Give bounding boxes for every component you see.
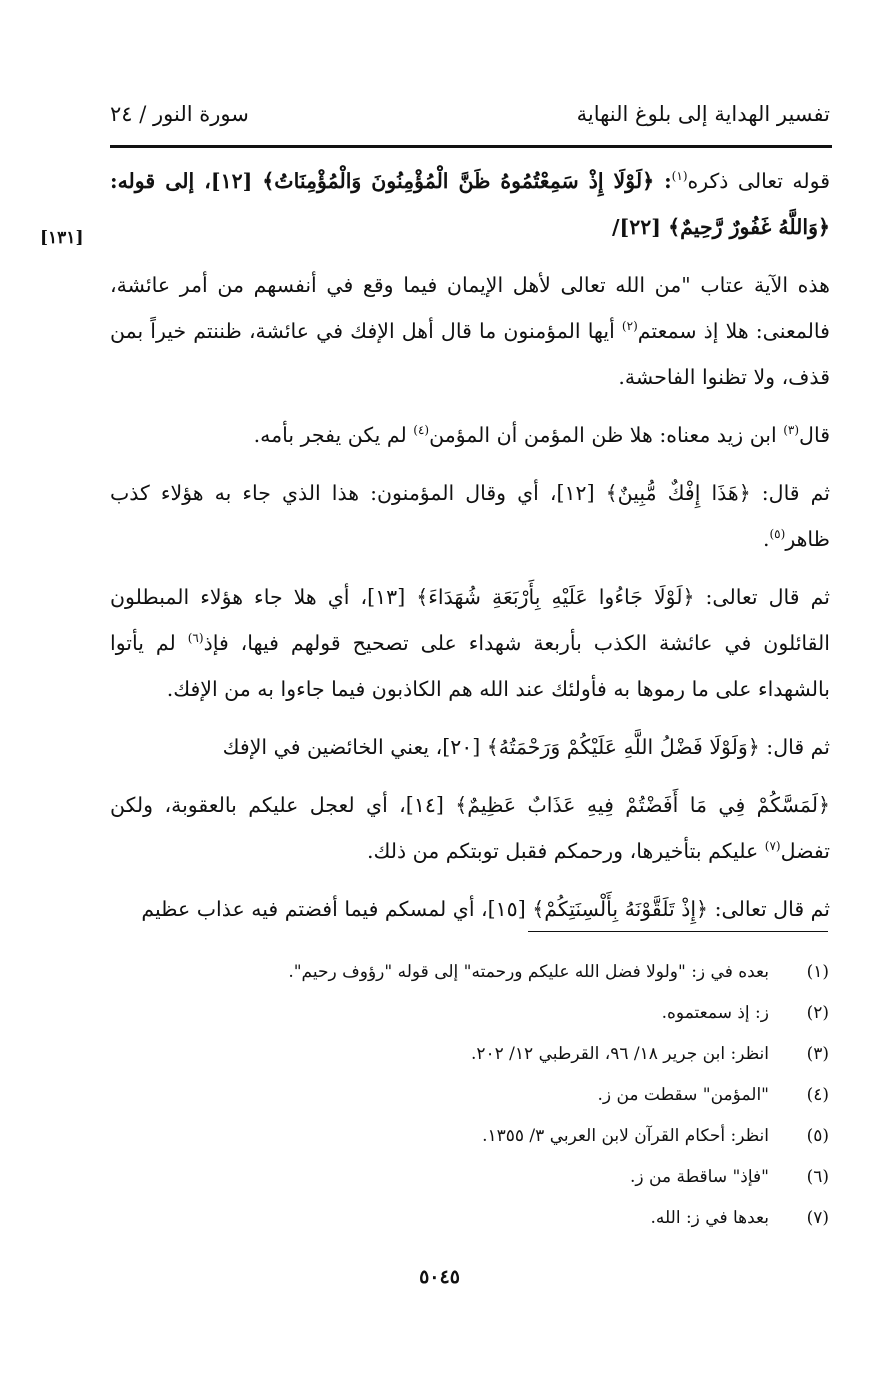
footnote-text: "المؤمن" سقطت من ز. — [597, 1085, 769, 1105]
footnote — [129, 1116, 829, 1157]
paragraph-text: لم يكن يفجر بأمه. — [253, 423, 414, 447]
footnote — [129, 1075, 829, 1116]
header-rule — [110, 145, 832, 148]
paragraph-text: أيها المؤمنون ما قال أهل الإفك في عائشة، ظننتم خيراً بمن قذف، ولا تظنوا الفاحشة. — [110, 319, 830, 389]
paragraph-text: ثم قال تعالى: ﴿إِذْ تَلَقَّوْنَهُ بِأَلْسِنَتِكُمْ﴾ [١٥]، أي لمسكم فيما أفضتم فيه عذاب عظيم — [141, 897, 830, 921]
footnote-number: (٧) — [806, 1208, 829, 1228]
footnote-text: "فإذ" ساقطة من ز. — [630, 1167, 769, 1187]
book-title: تفسير الهداية إلى بلوغ النهاية — [576, 102, 830, 126]
footnote — [129, 993, 829, 1034]
footnote-text: انظر: أحكام القرآن لابن العربي ٣/ ١٣٥٥. — [482, 1126, 769, 1146]
footnote-ref[interactable]: (٦) — [187, 631, 204, 646]
paragraph-text: عليكم بتأخيرها، ورحمكم فقبل توبتكم من ذلك. — [366, 839, 765, 863]
paragraph — [110, 886, 830, 932]
footnote-text: بعدها في ز: الله. — [650, 1208, 769, 1228]
footnote — [129, 1034, 829, 1075]
footnote — [129, 1157, 829, 1198]
paragraph-text: لم يأتوا بالشهداء على ما رموها به فأولئك عند الله هم الكاذبون فيما جاءوا به من الإفك. — [110, 631, 830, 701]
footnote-separator — [528, 931, 828, 932]
paragraph-text: ﴿لَمَسَّكُمْ فِي مَا أَفَضْتُمْ فِيهِ عَذَابٌ عَظِيمٌ﴾ [١٤]، أي لعجل عليكم بالعقوبة، ولكن تفضل — [110, 793, 831, 863]
footnotes — [129, 952, 829, 1239]
paragraph-text: ثم قال: ﴿هَذَا إِفْكٌ مُّبِينٌ﴾ [١٢]، أي وقال المؤمنون: هذا الذي جاء به هؤلاء كذب ظاهر — [110, 481, 831, 551]
footnote-ref[interactable]: (٧) — [764, 839, 781, 854]
footnote — [129, 952, 829, 993]
footnote-text: بعده في ز: "ولولا فضل الله عليكم ورحمته" إلى قوله "رؤوف رحيم". — [288, 962, 769, 982]
main-text — [110, 158, 830, 944]
paragraph — [110, 158, 830, 250]
footnote-ref[interactable]: (١) — [671, 169, 688, 184]
paragraph-text: ثم قال: ﴿وَلَوْلَا فَضْلُ اللَّهِ عَلَيْكُمْ وَرَحْمَتُهُ﴾ [٢٠]، يعني الخائضين في الإفك — [222, 735, 830, 759]
footnote-ref[interactable]: (٥) — [769, 527, 786, 542]
footnote-number: (٤) — [806, 1085, 829, 1105]
footnote-text: انظر: ابن جرير ١٨/ ٩٦، القرطبي ١٢/ ٢٠٢. — [470, 1044, 769, 1064]
surah-label: سورة النور / ٢٤ — [110, 102, 249, 126]
footnote-number: (٢) — [806, 1003, 829, 1023]
paragraph — [110, 262, 830, 400]
footnote-ref[interactable]: (٢) — [621, 319, 638, 334]
paragraph-text: ثم قال تعالى: ﴿لَوْلَا جَاءُوا عَلَيْهِ بِأَرْبَعَةِ شُهَدَاءَ﴾ [١٣]، أي هلا جاء هؤلاء المبطلون القائلون في عائشة الكذب بأربعة شهداء على تصحيح قولهم فيها، فإذ — [110, 585, 830, 655]
paragraph-text: ابن زيد معناه: هلا ظن المؤمن أن المؤمن — [429, 423, 784, 447]
paragraph-text: : ﴿لَوْلَا إِذْ سَمِعْتُمُوهُ ظَنَّ الْمُؤْمِنُونَ وَالْمُؤْمِنَاتُ﴾ [١٢]، إلى قوله: ﴿وَاللَّهُ غَفُورٌ رَّحِيمٌ﴾ [٢٢]/ — [110, 169, 830, 239]
footnote-number: (٦) — [806, 1167, 829, 1187]
running-header — [110, 98, 830, 134]
page-number: ٥٠٤٥ — [419, 1266, 460, 1288]
paragraph — [110, 782, 830, 874]
paragraph-text: . — [762, 527, 770, 551]
paragraph-text: قوله تعالى ذكره — [687, 169, 831, 193]
paragraph — [110, 470, 830, 562]
paragraph — [110, 724, 830, 770]
footnote-number: (٥) — [806, 1126, 829, 1146]
paragraph-text: قال — [799, 423, 830, 447]
paragraph-text: هذه الآية عتاب "من الله تعالى لأهل الإيمان فيما وقع في أنفسهم من أمر عائشة، فالمعنى: هلا إذ سمعتم — [110, 273, 830, 343]
paragraph — [110, 574, 830, 712]
footnote-ref[interactable]: (٤) — [413, 423, 430, 438]
paragraph — [110, 412, 830, 458]
footnote — [129, 1198, 829, 1239]
footnote-text: ز: إذ سمعتموه. — [661, 1003, 769, 1023]
footnote-ref[interactable]: (٣) — [783, 423, 800, 438]
manuscript-folio-marker: [١٣١] — [40, 228, 84, 248]
footnote-number: (٣) — [806, 1044, 829, 1064]
footnote-number: (١) — [806, 962, 829, 982]
